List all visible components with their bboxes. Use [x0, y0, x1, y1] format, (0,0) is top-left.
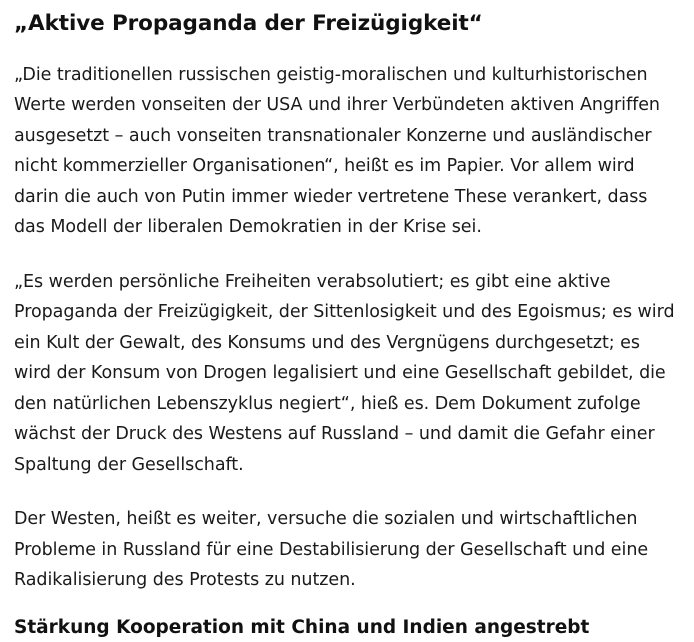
- subheading-clip: [14, 616, 680, 642]
- article-paragraph: Der Westen, heißt es weiter, versuche die sozialen und wirtschaftlichen Probleme in Russland für eine Destabilisierung der Gesellschaft und eine Radikalisierung des Protests zu nutzen.: [14, 509, 649, 591]
- article-paragraph: „Es werden persönliche Freiheiten verabsolutiert; es gibt eine aktive Propaganda der Freizügigkeit, der Sittenlosigkeit und des Egoismus; es wird ein Kult der Gewalt, des Konsums und des Vergnügens durchgesetzt; es wird der Konsum von Drogen legalisiert und eine Gesellschaft gebildet, die den natürlichen Lebenszyklus negiert“, hieß es. Dem Dokument zufolge wächst der Druck des Westens auf Russland – und damit die Gefahr einer Spaltung der Gesellschaft.: [14, 271, 675, 475]
- article-paragraph: „Die traditionellen russischen geistig-moralischen und kulturhistorischen Werte werden vonseiten der USA und ihrer Verbündeten aktiven Angriffen ausgesetzt – auch vonseiten transnationaler Konzerne und ausländischer nicht kommerzieller Organisationen“, heißt es im Papier. Vor allem wird darin die auch von Putin immer wieder vertretene These verankert, dass das Modell der liberalen Demokratien in der Krise sei.: [14, 64, 660, 238]
- article-subheading: Stärkung Kooperation mit China und Indien angestrebt: [14, 616, 590, 638]
- article-heading: „Aktive Propaganda der Freizügigkeit“: [14, 11, 483, 36]
